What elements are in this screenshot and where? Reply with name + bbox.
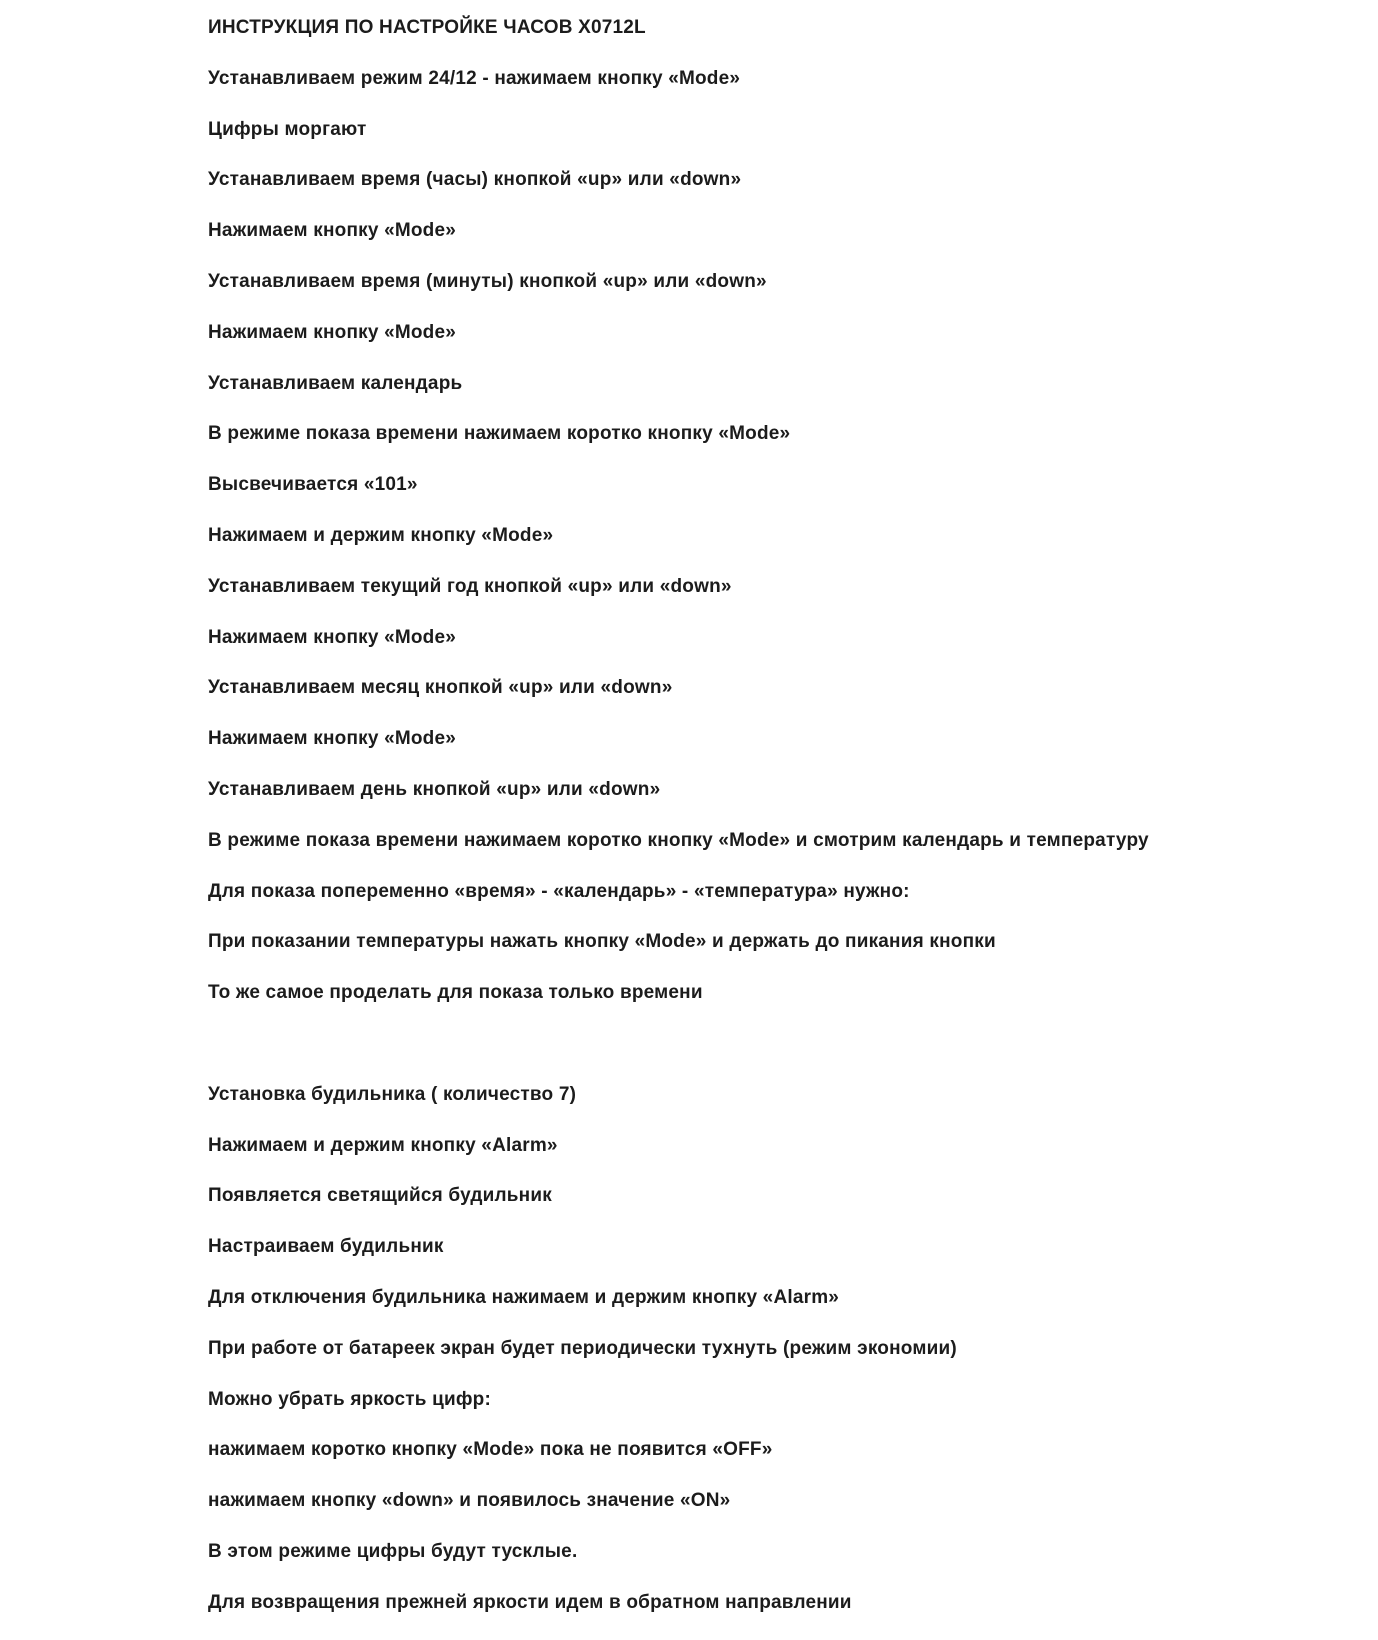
instruction-line: Устанавливаем режим 24/12 - нажимаем кнопку «Mode» <box>208 67 741 89</box>
instruction-line: Нажимаем кнопку «Mode» <box>208 321 457 343</box>
instruction-line: Нажимаем и держим кнопку «Mode» <box>208 524 554 546</box>
paragraph-spacer <box>208 1030 1368 1081</box>
instruction-line: Устанавливаем текущий год кнопкой «up» или «down» <box>208 575 732 597</box>
instruction-line: Нажимаем кнопку «Mode» <box>208 220 457 242</box>
instruction-line: нажимаем кнопку «down» и появилось значение «ON» <box>208 1490 731 1512</box>
instruction-line: При показании температуры нажать кнопку «Mode» и держать до пикания кнопки <box>208 931 996 953</box>
instruction-line: Настраиваем будильник <box>208 1236 444 1258</box>
instruction-line: Устанавливаем время (минуты) кнопкой «up» или «down» <box>208 270 767 292</box>
instruction-line: Можно убрать яркость цифр: <box>208 1388 492 1410</box>
instruction-line: Устанавливаем календарь <box>208 372 463 394</box>
instruction-line: Для показа попеременно «время» - «календарь» - «температура» нужно: <box>208 880 910 902</box>
instruction-line: Для возвращения прежней яркости идем в обратном направлении <box>208 1591 852 1613</box>
instruction-line: Устанавливаем месяц кнопкой «up» или «down» <box>208 677 673 699</box>
instruction-line: Нажимаем кнопку «Mode» <box>208 728 457 750</box>
instruction-line: Устанавливаем время (часы) кнопкой «up» или «down» <box>208 169 742 191</box>
instruction-line: В режиме показа времени нажимаем коротко кнопку «Mode» и смотрим календарь и температуру <box>208 829 1149 851</box>
document-title: ИНСТРУКЦИЯ ПО НАСТРОЙКЕ ЧАСОВ X0712L <box>208 17 646 38</box>
instruction-line: То же самое проделать для показа только времени <box>208 982 703 1004</box>
instruction-line: Цифры моргают <box>208 118 367 140</box>
instruction-line: нажимаем коротко кнопку «Mode» пока не появится «OFF» <box>208 1439 773 1461</box>
instruction-line: При работе от батареек экран будет периодически тухнуть (режим экономии) <box>208 1337 957 1359</box>
instruction-line: Высвечивается «101» <box>208 474 418 496</box>
instruction-line: Нажимаем кнопку «Mode» <box>208 626 457 648</box>
instruction-line: В этом режиме цифры будут тусклые. <box>208 1540 578 1562</box>
instruction-line: Устанавливаем день кнопкой «up» или «down» <box>208 778 661 800</box>
instruction-line: Для отключения будильника нажимаем и держим кнопку «Alarm» <box>208 1286 840 1308</box>
instruction-line: Нажимаем и держим кнопку «Alarm» <box>208 1134 558 1156</box>
instruction-line: В режиме показа времени нажимаем коротко кнопку «Mode» <box>208 423 791 445</box>
instruction-document <box>208 14 1368 1640</box>
instruction-line: Появляется светящийся будильник <box>208 1185 552 1207</box>
alarm-section-heading: Установка будильника ( количество 7) <box>208 1083 577 1105</box>
